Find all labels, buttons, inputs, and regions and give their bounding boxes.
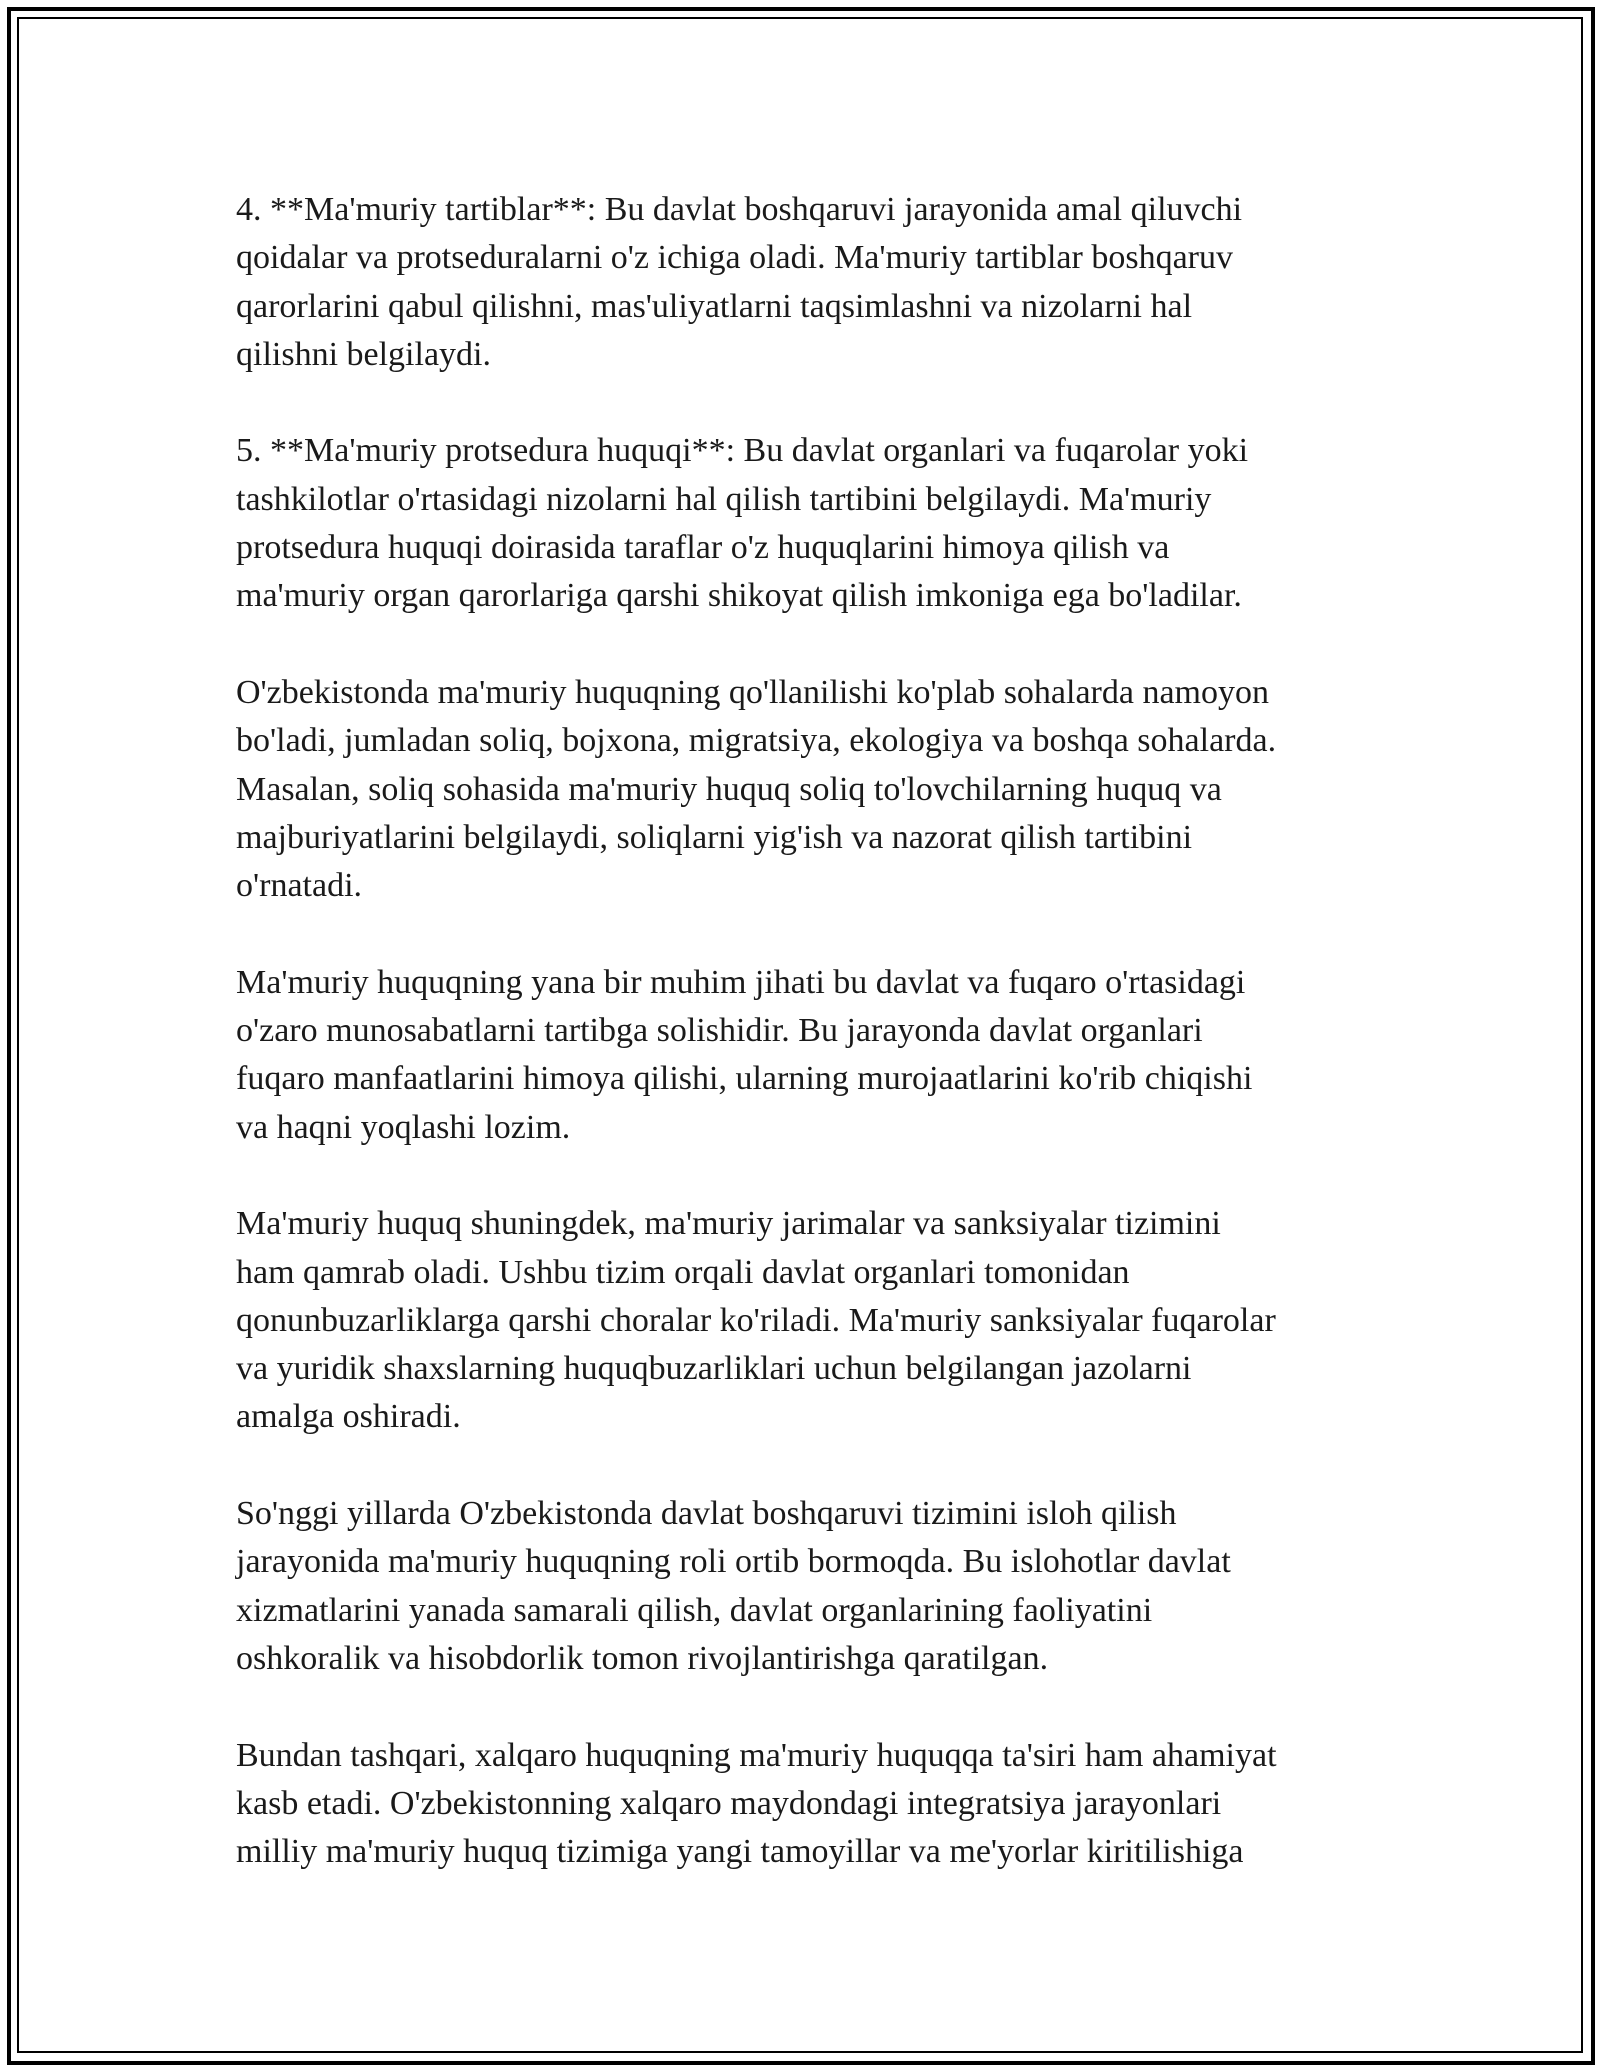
text-line: protsedura huquqi doirasida taraflar o'z huquqlarini himoya qilish va — [236, 529, 1170, 567]
paragraph-mamuriy-tartiblar — [236, 186, 1386, 379]
text-line: tashkilotlar o'rtasidagi nizolarni hal qilish tartibini belgilaydi. Ma'muriy — [236, 480, 1212, 518]
text-line: Bundan tashqari, xalqaro huquqning ma'muriy huquqqa ta'siri ham ahamiyat — [236, 1736, 1277, 1774]
text-line: va yuridik shaxslarning huquqbuzarliklari uchun belgilangan jazolarni — [236, 1350, 1192, 1388]
text-line: amalga oshiradi. — [236, 1398, 461, 1436]
text-line: ham qamrab oladi. Ushbu tizim orqali davlat organlari tomonidan — [236, 1253, 1130, 1291]
text-line: 4. **Ma'muriy tartiblar**: Bu davlat boshqaruvi jarayonida amal qiluvchi — [236, 191, 1243, 228]
paragraph-mamuriy-protsedura-huquqi — [236, 427, 1386, 620]
text-line: ma'muriy organ qarorlariga qarshi shikoyat qilish imkoniga ega bo'ladilar. — [236, 577, 1242, 615]
paragraph-jarimalar-sanksiyalar — [236, 1200, 1386, 1441]
text-line: So'nggi yillarda O'zbekistonda davlat boshqaruvi tizimini isloh qilish — [236, 1495, 1177, 1533]
text-line: bo'ladi, jumladan soliq, bojxona, migratsiya, ekologiya va boshqa sohalarda. — [236, 722, 1277, 760]
paragraph-qollanilishi — [236, 669, 1386, 910]
paragraph-islohotlar — [236, 1490, 1386, 1683]
text-line: qonunbuzarliklarga qarshi choralar ko'riladi. Ma'muriy sanksiyalar fuqarolar — [236, 1301, 1276, 1339]
text-line: qoidalar va protseduralarni o'z ichiga oladi. Ma'muriy tartiblar boshqaruv — [236, 239, 1233, 277]
text-line: qilishni belgilaydi. — [236, 335, 491, 373]
text-line: 5. **Ma'muriy protsedura huquqi**: Bu davlat organlari va fuqarolar yoki — [236, 432, 1249, 470]
text-line: va haqni yoqlashi lozim. — [236, 1108, 571, 1146]
text-line: milliy ma'muriy huquq tizimiga yangi tamoyillar va me'yorlar kiritilishiga — [236, 1833, 1244, 1871]
text-line: oshkoralik va hisobdorlik tomon rivojlantirishga qaratilgan. — [236, 1639, 1049, 1677]
document-body — [236, 186, 1386, 1925]
text-line: majburiyatlarini belgilaydi, soliqlarni yig'ish va nazorat qilish tartibini — [236, 818, 1193, 856]
text-line: qarorlarini qabul qilishni, mas'uliyatlarni taqsimlashni va nizolarni hal — [236, 287, 1193, 325]
text-line: jarayonida ma'muriy huquqning roli ortib bormoqda. Bu islohotlar davlat — [236, 1543, 1231, 1581]
text-line: fuqaro manfaatlarini himoya qilishi, ularning murojaatlarini ko'rib chiqishi — [236, 1060, 1253, 1098]
text-line: o'zaro munosabatlarni tartibga solishidir. Bu jarayonda davlat organlari — [236, 1012, 1203, 1050]
text-line: o'rnatadi. — [236, 867, 363, 905]
text-line: Masalan, soliq sohasida ma'muriy huquq soliq to'lovchilarning huquq va — [236, 770, 1222, 808]
paragraph-davlat-va-fuqaro — [236, 959, 1386, 1152]
text-line: O'zbekistonda ma'muriy huquqning qo'llanilishi ko'plab sohalarda namoyon — [236, 673, 1269, 711]
text-line: Ma'muriy huquqning yana bir muhim jihati bu davlat va fuqaro o'rtasidagi — [236, 963, 1246, 1001]
paragraph-xalqaro-huquq — [236, 1732, 1386, 1877]
text-line: xizmatlarini yanada samarali qilish, davlat organlarining faoliyatini — [236, 1591, 1153, 1629]
text-line: Ma'muriy huquq shuningdek, ma'muriy jarimalar va sanksiyalar tizimini — [236, 1205, 1221, 1243]
text-line: kasb etadi. O'zbekistonning xalqaro maydondagi integratsiya jarayonlari — [236, 1784, 1222, 1822]
